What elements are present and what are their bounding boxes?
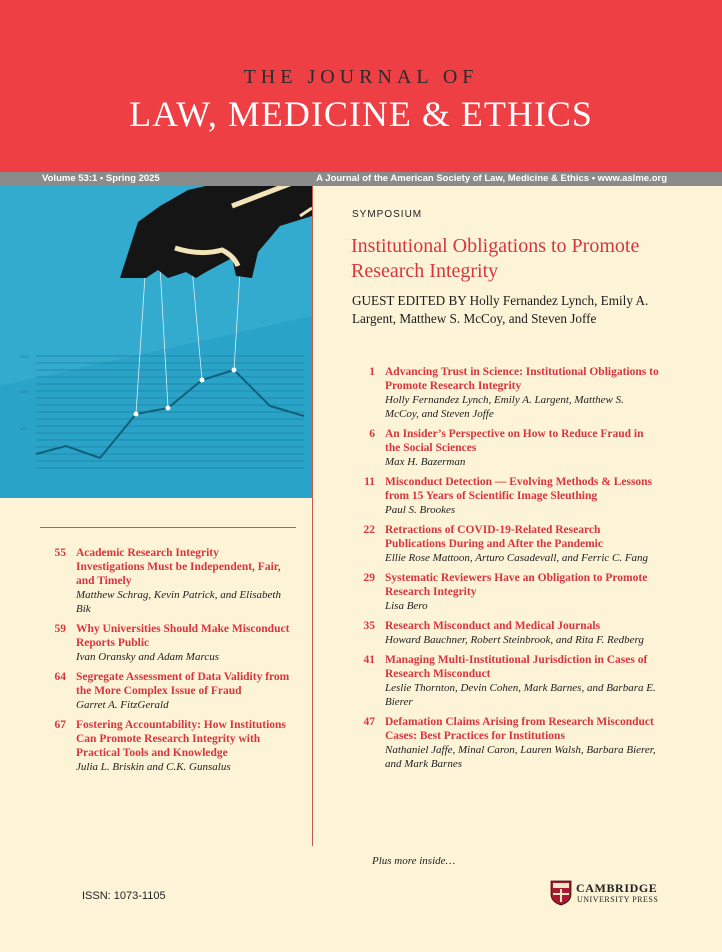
toc-page: 1 (369, 366, 375, 378)
puppeteer-hand-chart-icon (0, 186, 312, 498)
toc-item[interactable] (349, 715, 659, 771)
toc-page: 11 (364, 476, 375, 488)
toc-item[interactable] (349, 653, 659, 709)
toc-title: Why Universities Should Make Misconduct Reports Public (76, 623, 290, 649)
left-column-rule (40, 527, 296, 528)
toc-title: Research Misconduct and Medical Journals (385, 620, 601, 632)
volume-label: Volume 53:1 • Spring 2025 (42, 173, 160, 184)
toc-item[interactable] (349, 475, 659, 517)
toc-authors: Julia L. Briskin and C.K. Gunsalus (76, 761, 231, 773)
issue-strip (0, 172, 722, 186)
toc-title: Academic Research Integrity Investigations Must be Independent, Fair, and Timely (76, 547, 281, 587)
toc-page: 41 (363, 654, 375, 666)
toc-title: Managing Multi-Institutional Jurisdiction in Cases of Research Misconduct (385, 654, 648, 680)
toc-title: Advancing Trust in Science: Institutional Obligations to Promote Research Integrity (385, 366, 659, 392)
symposium-title: Institutional Obligations to Promote Research Integrity (351, 235, 640, 282)
toc-page: 55 (54, 547, 66, 559)
toc-title: Misconduct Detection — Evolving Methods & Lessons from 15 Years of Scientific Image Sleuthing (385, 476, 653, 502)
toc-authors: Garret A. FitzGerald (76, 699, 169, 711)
issn-label: ISSN: 1073-1105 (82, 890, 166, 902)
toc-item[interactable] (349, 365, 659, 421)
toc-title: Segregate Assessment of Data Validity from the More Complex Issue of Fraud (76, 671, 290, 697)
toc-authors: Ivan Oransky and Adam Marcus (76, 651, 219, 663)
toc-page: 22 (363, 524, 375, 536)
toc-page: 47 (363, 716, 375, 728)
toc-authors: Matthew Schrag, Kevin Patrick, and Elisabeth Bik (76, 589, 281, 615)
toc-page: 29 (363, 572, 375, 584)
cambridge-shield-icon (550, 880, 572, 906)
toc-authors: Ellie Rose Mattoon, Arturo Casadevall, and Ferric C. Fang (385, 552, 649, 564)
toc-left (40, 546, 290, 780)
toc-item[interactable] (349, 619, 659, 647)
toc-title: Fostering Accountability: How Institutions Can Promote Research Integrity with Practical Tools and Knowledge (76, 719, 286, 759)
toc-title: Defamation Claims Arising from Research Misconduct Cases: Best Practices for Institutions (385, 716, 654, 742)
toc-page: 59 (54, 623, 66, 635)
toc-page: 35 (363, 620, 375, 632)
column-divider (312, 186, 313, 846)
toc-item[interactable] (40, 718, 290, 774)
toc-item[interactable] (40, 546, 290, 616)
journal-tagline: A Journal of the American Society of Law, Medicine & Ethics • www.aslme.org (316, 173, 667, 184)
toc-item[interactable] (349, 523, 659, 565)
journal-title-main: LAW, MEDICINE & ETHICS (129, 94, 593, 134)
svg-text:1500: 1500 (20, 354, 29, 359)
toc-authors: Paul S. Brookes (385, 504, 456, 516)
toc-title: Systematic Reviewers Have an Obligation to Promote Research Integrity (385, 572, 648, 598)
toc-authors: Leslie Thornton, Devin Cohen, Mark Barnes, and Barbara E. Bierer (385, 682, 656, 708)
svg-text:500: 500 (20, 426, 27, 431)
svg-text:1000: 1000 (20, 389, 29, 394)
publisher-sub: UNIVERSITY PRESS (577, 895, 659, 904)
toc-title: An Insider’s Perspective on How to Reduce Fraud in the Social Sciences (385, 428, 644, 454)
toc-authors: Nathaniel Jaffe, Minal Caron, Lauren Walsh, Barbara Bierer, and Mark Barnes (385, 744, 656, 770)
publisher-logo (550, 880, 670, 908)
toc-item[interactable] (40, 670, 290, 712)
journal-title-top: THE JOURNAL OF (243, 66, 479, 88)
toc-item[interactable] (349, 571, 659, 613)
toc-right (349, 365, 659, 777)
toc-item[interactable] (349, 427, 659, 469)
toc-page: 67 (54, 719, 66, 731)
publisher-name: CAMBRIDGE (576, 881, 658, 895)
toc-authors: Holly Fernandez Lynch, Emily A. Largent, Matthew S. McCoy, and Steven Joffe (385, 394, 624, 420)
toc-page: 6 (369, 428, 375, 440)
toc-item[interactable] (40, 622, 290, 664)
masthead (0, 0, 722, 172)
symposium-label: SYMPOSIUM (352, 209, 423, 220)
more-inside-note: Plus more inside… (372, 855, 456, 867)
toc-page: 64 (54, 671, 66, 683)
toc-authors: Max H. Bazerman (385, 456, 466, 468)
toc-authors: Howard Bauchner, Robert Steinbrook, and Rita F. Redberg (385, 634, 644, 646)
guest-editors: GUEST EDITED BY Holly Fernandez Lynch, Emily A. Largent, Matthew S. McCoy, and Steven Joffe (352, 293, 649, 326)
toc-title: Retractions of COVID-19-Related Research Publications During and After the Pandemic (385, 524, 603, 550)
toc-authors: Lisa Bero (385, 600, 428, 612)
